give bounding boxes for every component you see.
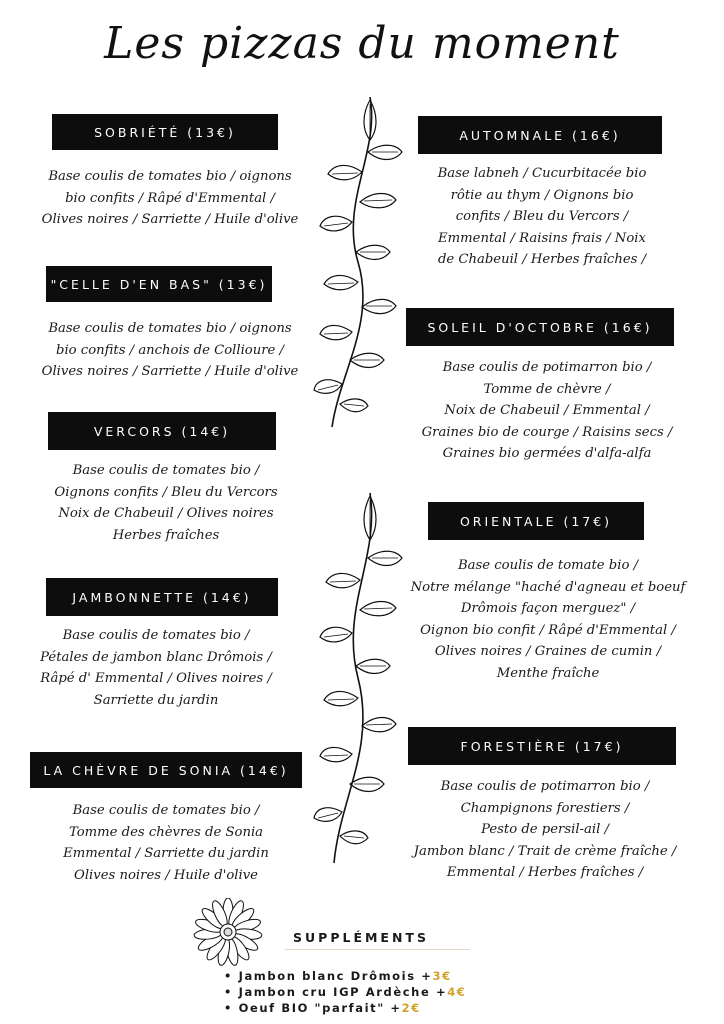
pizza-desc-jambonnette: Base coulis de tomates bio / Pétales de jambon blanc Drômois / Râpé d' Emmental / Olives noires / Sarriette du jardin — [40, 628, 272, 708]
pizza-label-chevre-de-sonia: LA CHÈVRE DE SONIA (14€) — [30, 752, 302, 788]
pizza-desc-chevre-de-sonia: Base coulis de tomates bio / Tomme des chèvres de Sonia Emmental / Sarriette du jardin Olives noires / Huile d'olive — [63, 803, 269, 883]
pizza-desc-sobriete: Base coulis de tomates bio / oignons bio confits / Râpé d'Emmental / Olives noires / Sarriette / Huile d'olive — [41, 169, 299, 228]
daisy-flower-icon — [188, 898, 268, 970]
supplement-item: • Oeuf BIO "parfait" +2€ — [224, 1001, 421, 1015]
pizza-label-sobriete: SOBRIÉTÉ (13€) — [52, 114, 278, 150]
supplements-list — [224, 968, 466, 1016]
supplements-title: SUPPLÉMENTS — [293, 930, 429, 945]
pizza-label-orientale: ORIENTALE (17€) — [428, 502, 644, 540]
pizza-desc-celle-den-bas: Base coulis de tomates bio / oignons bio confits / anchois de Collioure / Olives noires / Sarriette / Huile d'olive — [41, 321, 299, 380]
pizza-label-automnale: AUTOMNALE (16€) — [418, 116, 662, 154]
vine-top-icon — [310, 92, 410, 432]
pizza-desc-soleil-doctobre: Base coulis de potimarron bio / Tomme de chèvre / Noix de Chabeuil / Emmental / Graines bio de courge / Raisins secs / Graines bio germées d'alfa-alfa — [421, 360, 673, 462]
pizza-desc-automnale: Base labneh / Cucurbitacée bio rôtie au thym / Oignons bio confits / Bleu du Vercors / Emmental / Raisins frais / Noix de Chabeuil / Herbes fraîches / — [437, 166, 647, 268]
pizza-label-soleil-doctobre: SOLEIL D'OCTOBRE (16€) — [406, 308, 674, 346]
pizza-desc-vercors: Base coulis de tomates bio / Oignons confits / Bleu du Vercors Noix de Chabeuil / Olives noires Herbes fraîches — [54, 463, 278, 543]
pizza-label-vercors: VERCORS (14€) — [48, 412, 276, 450]
pizza-desc-forestiere: Base coulis de potimarron bio / Champignons forestiers / Pesto de persil-ail / Jambon blanc / Trait de crème fraîche / Emmental / Herbes fraîches / — [413, 779, 677, 881]
supplement-item: • Jambon blanc Drômois +3€ — [224, 969, 452, 983]
supplements-divider — [285, 949, 470, 950]
page-title: Les pizzas du moment — [104, 18, 620, 69]
pizza-label-celle-den-bas: "CELLE D'EN BAS" (13€) — [46, 266, 272, 302]
supplement-item: • Jambon cru IGP Ardèche +4€ — [224, 985, 467, 999]
pizza-desc-orientale: Base coulis de tomate bio / Notre mélange "haché d'agneau et boeuf Drômois façon merguez" / Oignon bio confit / Râpé d'Emmental / Olives noires / Graines de cumin / Menthe fraîche — [410, 558, 686, 681]
pizza-label-forestiere: FORESTIÈRE (17€) — [408, 727, 676, 765]
vine-bottom-icon — [300, 488, 410, 868]
pizza-label-jambonnette: JAMBONNETTE (14€) — [46, 578, 278, 616]
